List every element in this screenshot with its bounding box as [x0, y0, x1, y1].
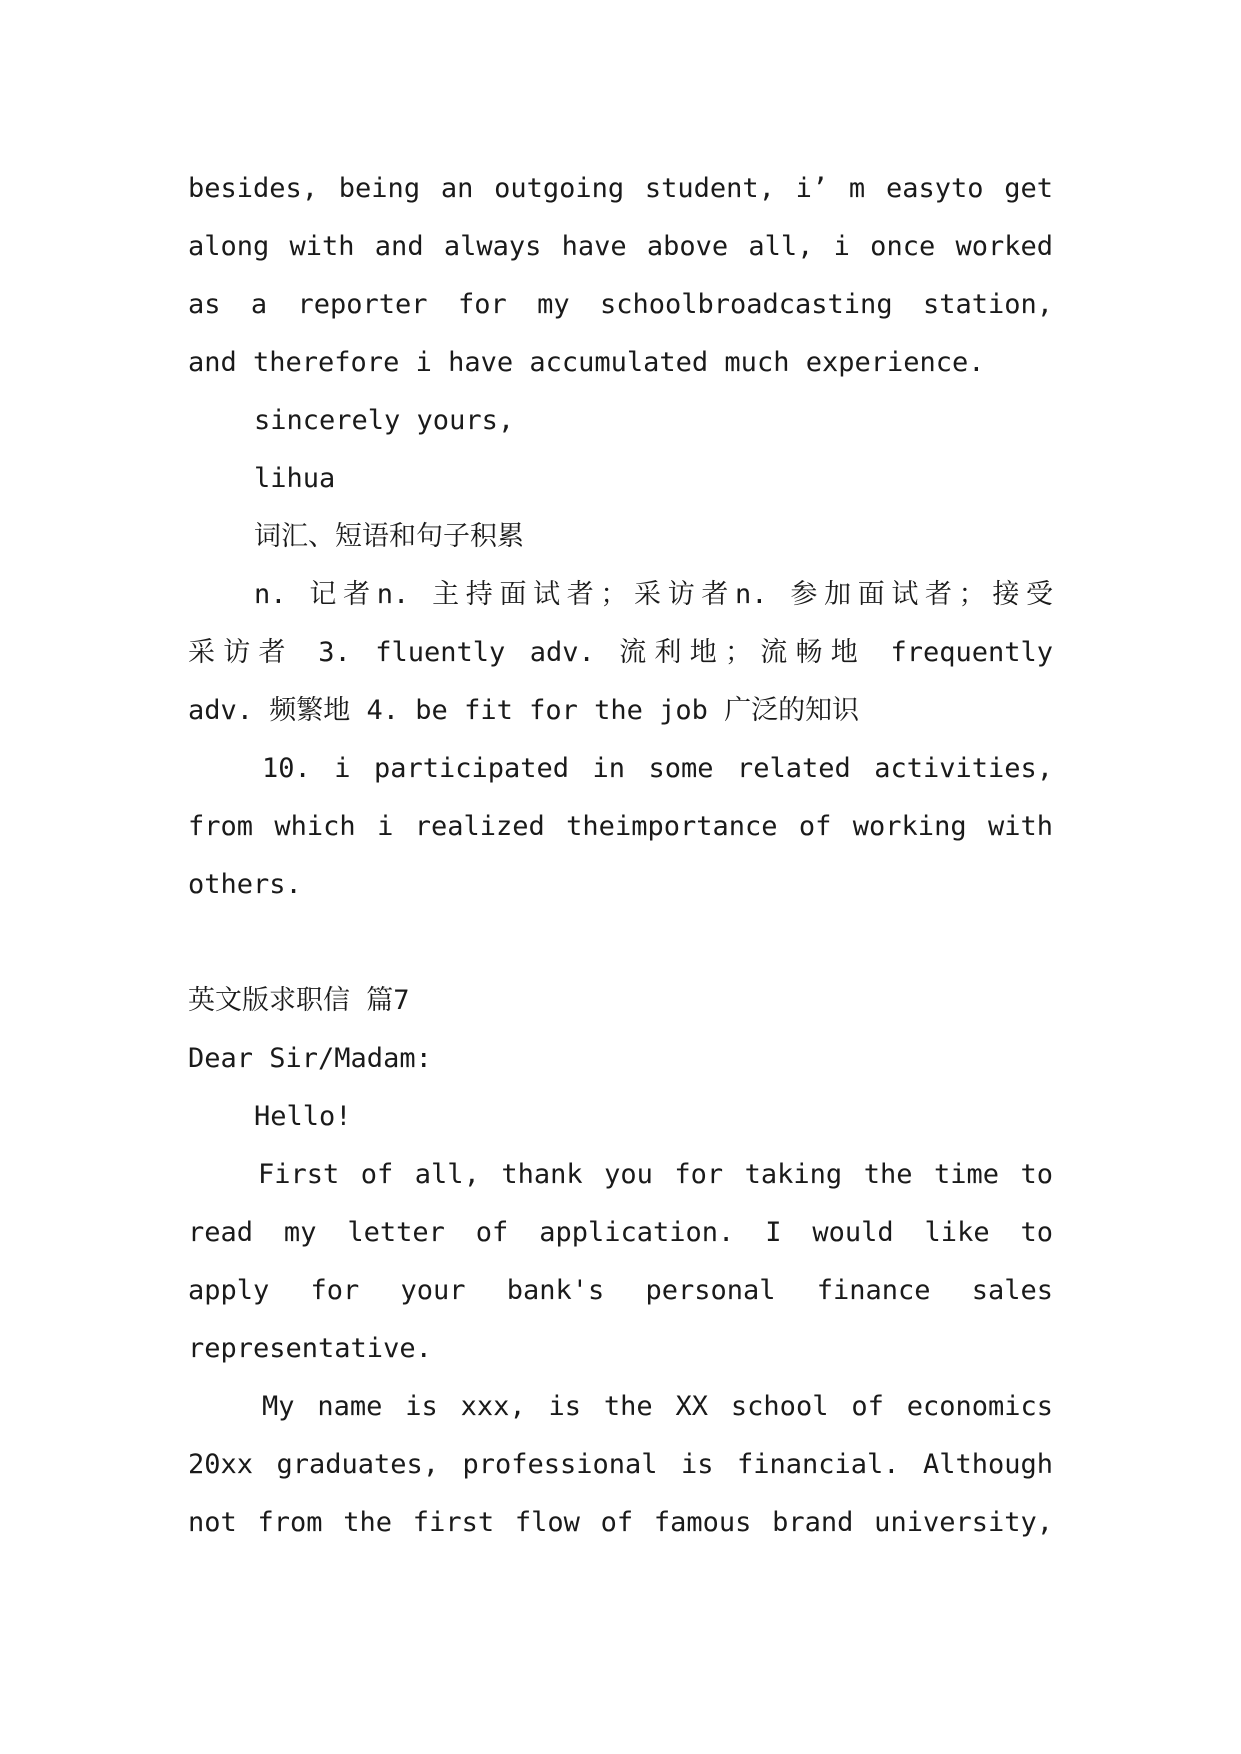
- section-heading: 英文版求职信 篇7: [188, 985, 410, 1016]
- text-line: as a reporter for my schoolbroadcasting station,: [188, 289, 1053, 320]
- salutation: Dear Sir/Madam:: [188, 1043, 432, 1074]
- text-line: and therefore i have accumulated much experience.: [188, 347, 985, 378]
- body-paragraph: [188, 160, 1053, 392]
- closing-line: sincerely yours,: [254, 405, 515, 436]
- text-line: representative.: [188, 1333, 432, 1364]
- letter-paragraph: [188, 1146, 1053, 1378]
- text-line: along with and always have above all, i once worked: [188, 231, 1053, 262]
- vocab-heading: 词汇、短语和句子积累: [254, 521, 524, 552]
- text-line: adv. 频繁地 4. be fit for the job 广泛的知识: [188, 695, 860, 726]
- blank-gap: [188, 914, 1053, 972]
- letter-paragraph: [188, 1378, 1053, 1552]
- text-line: 20xx graduates, professional is financial. Although: [188, 1449, 1053, 1480]
- text-line: apply for your bank's personal finance sales: [188, 1275, 1053, 1306]
- text-line: besides, being an outgoing student, i’ m easyto get: [188, 173, 1053, 204]
- text-line: My name is xxx, is the XX school of economics: [262, 1391, 1053, 1422]
- text-line: others.: [188, 869, 302, 900]
- text-column: [188, 160, 1053, 1552]
- text-line: 10. i participated in some related activities,: [262, 753, 1053, 784]
- sentence-paragraph: [188, 740, 1053, 914]
- text-line: 采访者 3. fluently adv. 流利地；流畅地 frequently: [188, 637, 1053, 668]
- signature-line: lihua: [254, 463, 336, 494]
- vocab-paragraph: [188, 566, 1053, 740]
- text-line: from which i realized theimportance of working with: [188, 811, 1053, 842]
- text-line: read my letter of application. I would like to: [188, 1217, 1053, 1248]
- text-line: not from the first flow of famous brand university,: [188, 1507, 1053, 1538]
- text-line: n. 记者n. 主持面试者；采访者n. 参加面试者；接受: [254, 579, 1053, 610]
- greeting: Hello!: [254, 1101, 352, 1132]
- text-line: First of all, thank you for taking the time to: [258, 1159, 1053, 1190]
